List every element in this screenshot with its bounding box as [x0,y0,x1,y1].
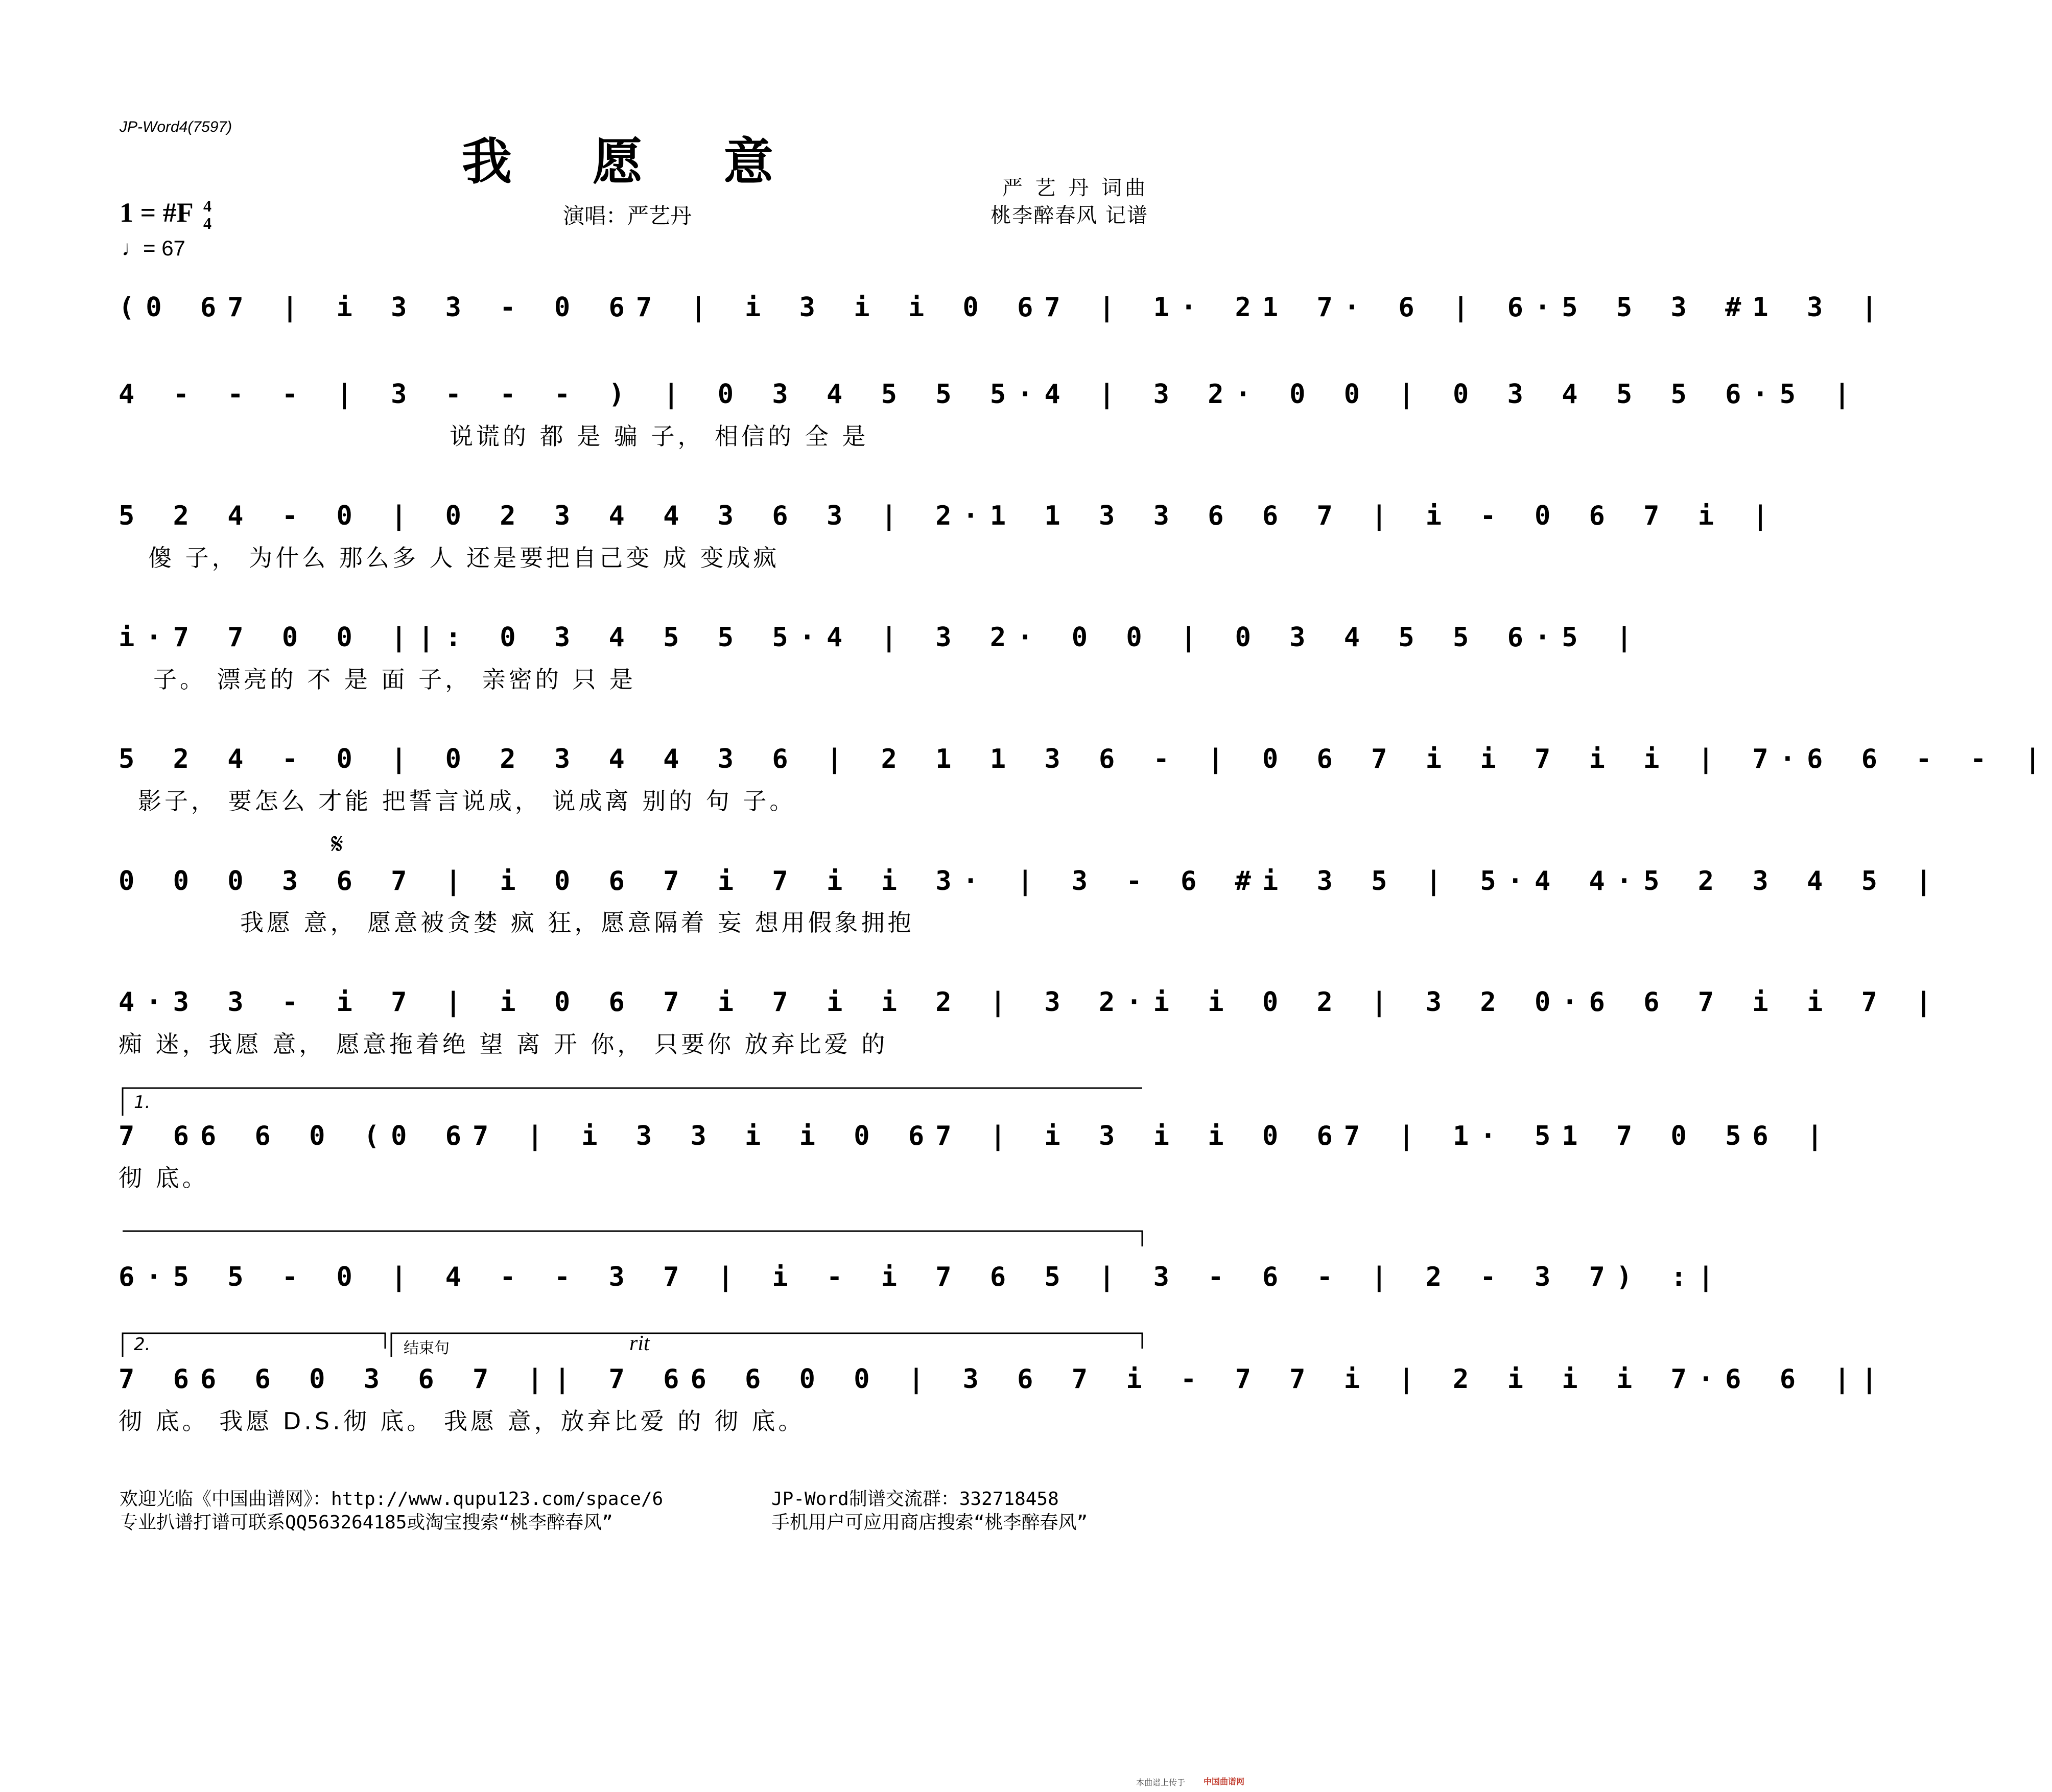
system-2-lyrics: 说谎的 都 是 骗 子， 相信的 全 是 [450,422,869,450]
system-7-notes: 4·3 3 - i 7 | i 0 6 7 i 7 i i 2 | 3 2·i i 0 2 | 3 2 0·6 6 7 i i 7 | [119,987,1943,1018]
system-4-notes: i·7 7 0 0 ||: 0 3 4 5 5 5·4 | 3 2· 0 0 | 0 3 4 5 5 6·5 | [119,622,1644,653]
source-tag: JP-Word4(7597) [120,119,232,135]
composer-credit: 严 艺 丹 词曲 [1002,176,1148,200]
system-3-lyrics: 傻 子， 为什么 那么多 人 还是要把自己变 成 变成疯 [148,544,780,572]
system-3-notes: 5 2 4 - 0 | 0 2 3 4 4 3 6 3 | 2·1 1 3 3 6 6 7 | i - 0 6 7 i | [119,501,1780,531]
footer-app-search: 手机用户可应用商店搜索“桃李醉春风” [771,1512,1088,1533]
key-signature: 1 = #F [120,197,194,228]
system-1-notes: (0 67 | i 3 3 - 0 67 | i 3 i i 0 67 | 1· 21 7· 6 | 6·5 5 3 #1 3 | [119,292,1889,323]
system-8-lyrics: 彻 底。 [119,1164,209,1192]
system-8-notes: 7 66 6 0 (0 67 | i 3 3 i i 0 67 | i 3 i i 0 67 | 1· 51 7 0 56 | [119,1121,1834,1151]
system-6-notes: 0 0 0 3 6 7 | i 0 6 7 i 7 i i 3· | 3 - 6 #i 3 5 | 5·4 4·5 2 3 4 5 | [119,866,1943,897]
system-10-notes: 7 66 6 0 3 6 7 || 7 66 6 0 0 | 3 6 7 i - 7 7 i | 2 i i i 7·6 6 || [119,1364,1889,1395]
tempo-mark: ♩= 67 [122,236,185,260]
song-title: 我 愿 意 [461,132,806,191]
transcriber-credit: 桃李醉春风 记谱 [990,204,1148,227]
system-10-lyrics: 彻 底。 我愿 D.S.彻 底。 我愿 意，放弃比爱 的 彻 底。 [119,1407,805,1435]
system-7-lyrics: 痴 迷，我愿 意， 愿意拖着绝 望 离 开 你， 只要你 放弃比爱 的 [119,1030,888,1058]
system-2-notes: 4 - - - | 3 - - - ) | 0 3 4 5 5 5·4 | 3 2· 0 0 | 0 3 4 5 5 6·5 | [119,379,1861,410]
system-5-lyrics: 影子， 要怎么 才能 把誓言说成， 说成离 别的 句 子。 [138,787,796,815]
time-bottom: 4 [203,214,211,232]
footer-welcome: 欢迎光临《中国曲谱网》：http://www.qupu123.com/space/6 [120,1489,664,1510]
system-4-lyrics: 子。 漂亮的 不 是 面 子， 亲密的 只 是 [153,666,636,693]
upload-note: 本曲谱上传于 [1136,1778,1185,1787]
rit-mark: rit [629,1332,650,1355]
system-6-lyrics: 我愿 意， 愿意被贪婪 疯 狂，愿意隔着 妄 想用假象拥抱 [240,909,914,936]
singer: 演唱：严艺丹 [563,203,692,228]
ending-label: 结束句 [404,1339,450,1357]
volta-1-label: 1. [134,1092,151,1113]
footer-group: JP-Word制谱交流群：332718458 [771,1489,1059,1510]
segno-sign: 𝄋 [331,828,344,861]
system-9-notes: 6·5 5 - 0 | 4 - - 3 7 | i - i 7 6 5 | 3 - 6 - | 2 - 3 7) :| [119,1262,1726,1292]
time-top: 4 [203,197,211,215]
site-logo: 中国曲谱网 [1203,1777,1244,1786]
footer-contact: 专业扒谱打谱可联系QQ563264185或淘宝搜索“桃李醉春风” [120,1512,613,1533]
volta-2-label: 2. [134,1334,151,1355]
system-5-notes: 5 2 4 - 0 | 0 2 3 4 4 3 6 | 2 1 1 3 6 - | 0 6 7 i i 7 i i | 7·6 6 - - | [119,744,2052,774]
